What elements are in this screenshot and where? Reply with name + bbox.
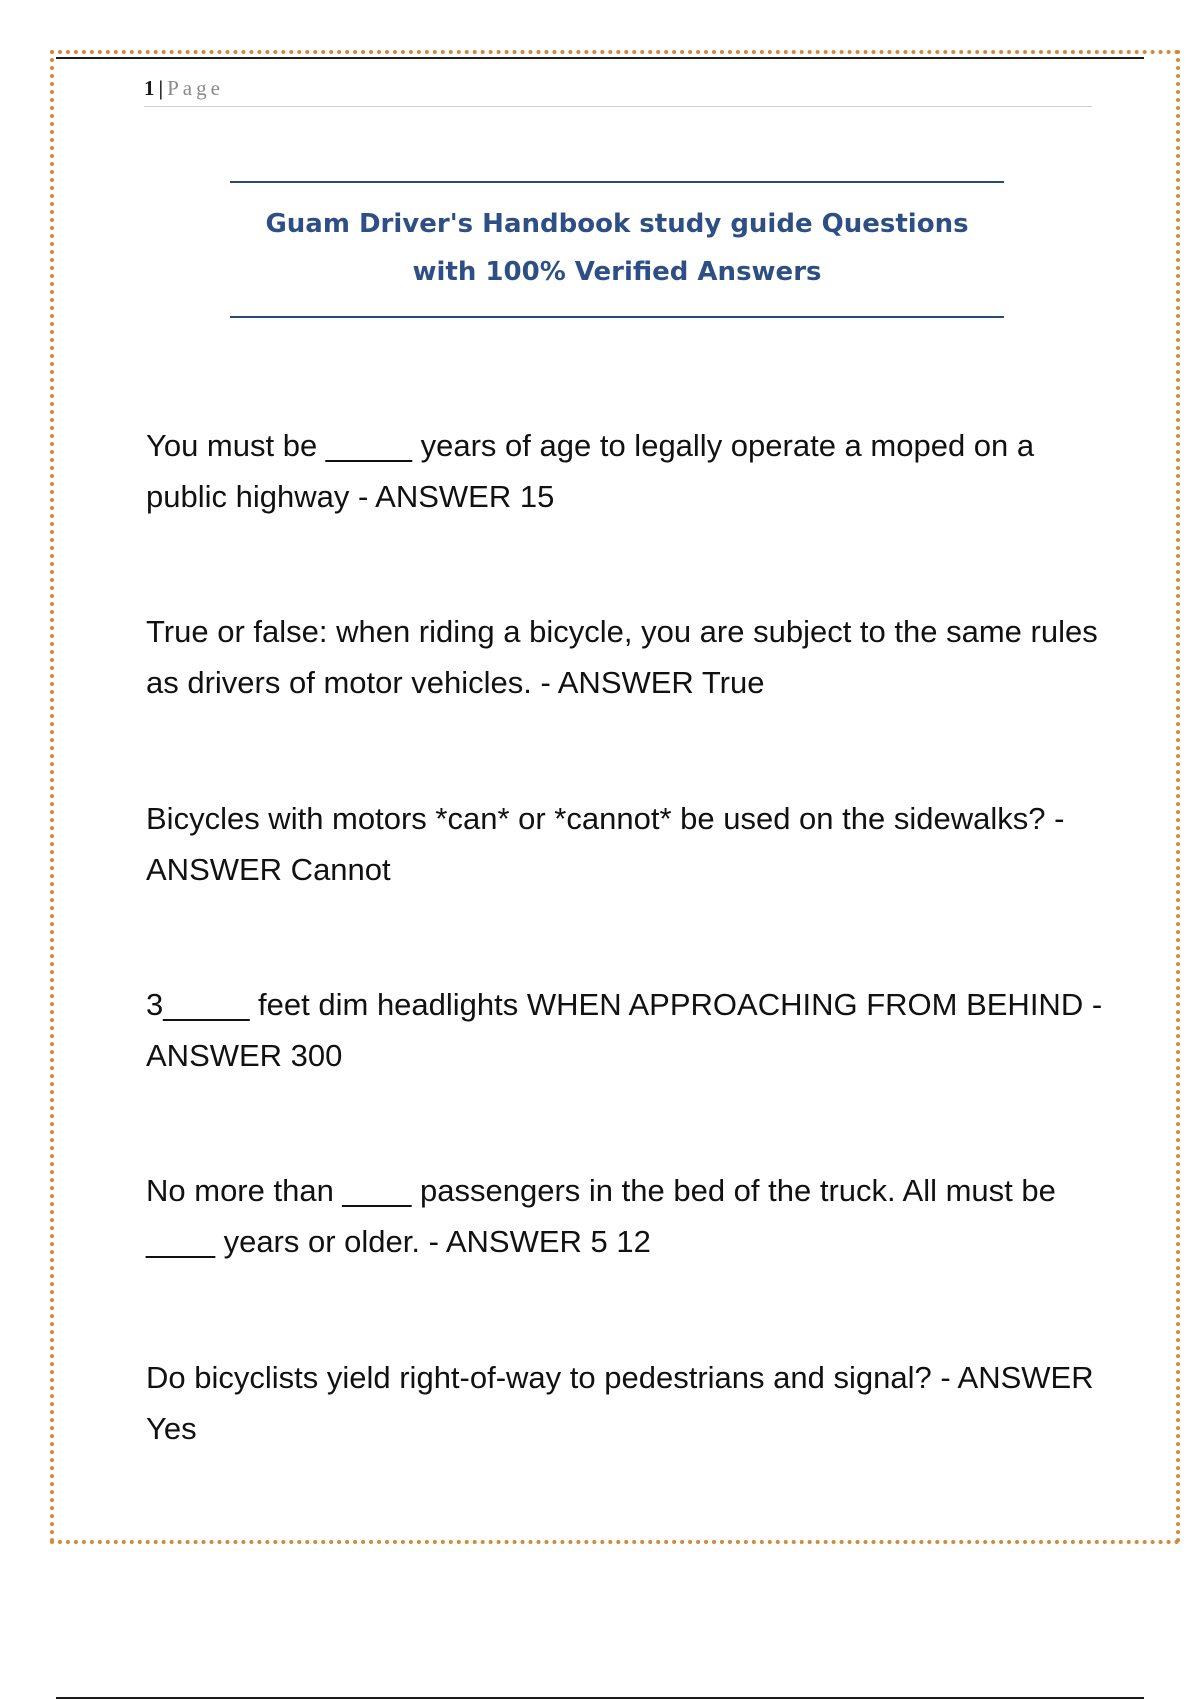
question-item: 3_____ feet dim headlights WHEN APPROACHING FROM BEHIND - ANSWER 300 xyxy=(146,987,1103,1073)
question-item: Bicycles with motors *can* or *cannot* be used on the sidewalks? - ANSWER Cannot xyxy=(146,801,1065,887)
document-title-line2: with 100% Verified Answers xyxy=(412,257,822,287)
title-rule-top xyxy=(230,181,1004,183)
document-title-line1: Guam Driver's Handbook study guide Questions xyxy=(265,209,969,239)
page-header xyxy=(144,76,1092,107)
top-rule xyxy=(56,57,1144,59)
document-title xyxy=(230,200,1004,296)
page-label: Page xyxy=(167,76,224,100)
bottom-rule xyxy=(56,1697,1144,1699)
page-separator: | xyxy=(158,76,164,100)
page-number: 1 xyxy=(144,76,155,100)
question-item: Do bicyclists yield right-of-way to pedestrians and signal? - ANSWER Yes xyxy=(146,1360,1094,1446)
question-item: You must be _____ years of age to legally operate a moped on a public highway - ANSWER 15 xyxy=(146,428,1035,514)
question-item: No more than ____ passengers in the bed of the truck. All must be ____ years or older. - ANSWER 5 12 xyxy=(146,1173,1056,1259)
question-item: True or false: when riding a bicycle, you are subject to the same rules as drivers of motor vehicles. - ANSWER True xyxy=(146,614,1098,700)
title-rule-bottom xyxy=(230,316,1004,318)
